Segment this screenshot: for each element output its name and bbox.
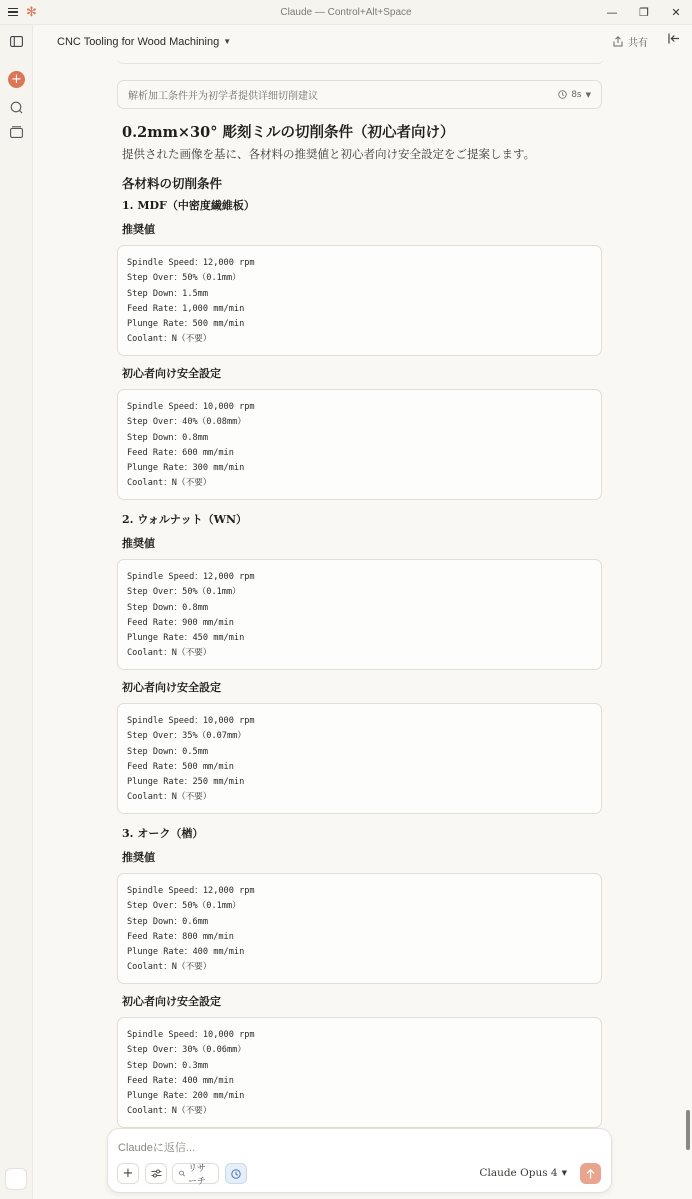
safe-settings-label: 初心者向け安全設定	[122, 681, 221, 694]
plus-icon: +	[122, 1166, 134, 1181]
setting-line: Feed Rate：1,000 mm/min	[127, 303, 245, 314]
conversation-header	[33, 25, 692, 58]
conversation-title: CNC Tooling for Wood Machining	[57, 35, 220, 48]
scrollbar-thumb[interactable]	[686, 1110, 690, 1150]
setting-line: Step Down：0.8mm	[127, 602, 209, 613]
share-label: 共有	[628, 38, 648, 49]
section-heading: 各材料の切削条件	[122, 176, 223, 191]
setting-line: Spindle Speed：10,000 rpm	[127, 402, 255, 412]
setting-line: Feed Rate：600 mm/min	[127, 447, 234, 458]
extended-thinking-button[interactable]	[225, 1163, 247, 1184]
sidebar	[0, 25, 33, 1199]
research-button[interactable]	[172, 1163, 219, 1187]
safe-settings-label: 初心者向け安全設定	[122, 367, 221, 380]
chats-icon[interactable]	[8, 99, 25, 116]
thinking-summary: 解析加工条件并为初学者提供详细切削建议	[128, 91, 318, 102]
add-attachment-button[interactable]	[117, 1163, 139, 1184]
setting-line: Step Down：0.3mm	[127, 1060, 209, 1071]
setting-line: Step Over：40%（0.08mm）	[127, 417, 246, 428]
sidebar-toggle-icon[interactable]	[8, 33, 25, 50]
reply-input[interactable]: Claudeに返信...	[118, 1142, 196, 1154]
setting-line: Feed Rate：400 mm/min	[127, 1075, 234, 1086]
setting-line: Plunge Rate：200 mm/min	[127, 1091, 245, 1102]
thinking-duration: 8s	[571, 89, 582, 100]
setting-line: Step Over：35%（0.07mm）	[127, 731, 246, 742]
setting-line: Coolant：N（不要）	[127, 334, 212, 345]
previous-message-edge	[117, 58, 604, 64]
setting-line: Plunge Rate：250 mm/min	[127, 777, 245, 788]
send-button[interactable]	[580, 1163, 601, 1184]
setting-line: Spindle Speed：12,000 rpm	[127, 258, 255, 268]
recommended-label: 推奨値	[122, 223, 155, 236]
setting-line: Spindle Speed：12,000 rpm	[127, 886, 255, 896]
setting-line: Step Over：50%（0.1mm）	[127, 587, 241, 598]
conversation-content[interactable]	[33, 58, 692, 1199]
article-intro: 提供された画像を基に、各材料の推奨値と初心者向け安全設定をご提案します。	[122, 147, 536, 161]
setting-line: Step Over：50%（0.1mm）	[127, 901, 241, 912]
setting-line: Step Down：0.8mm	[127, 432, 209, 443]
material-heading: 1. MDF（中密度繊維板）	[122, 199, 255, 212]
model-label: Claude Opus 4	[479, 1167, 558, 1179]
collapse-panel-icon[interactable]	[668, 33, 680, 47]
chevron-down-icon: ▼	[223, 37, 232, 46]
projects-icon[interactable]	[8, 123, 25, 140]
new-chat-button[interactable]: +	[8, 71, 25, 88]
claude-logo-icon: ✻	[26, 4, 37, 20]
setting-line: Coolant：N（不要）	[127, 648, 212, 659]
recommended-label: 推奨値	[122, 537, 155, 550]
setting-line: Feed Rate：800 mm/min	[127, 931, 234, 942]
article-title: 0.2mm×30° 彫刻ミルの切削条件（初心者向け）	[122, 124, 455, 141]
setting-line: Step Over：50%（0.1mm）	[127, 273, 241, 284]
chevron-down-icon: ▼	[561, 1169, 567, 1177]
title-bar	[0, 0, 692, 25]
tools-button[interactable]	[145, 1163, 167, 1184]
share-icon	[613, 36, 623, 47]
material-heading: 3. オーク（楢）	[122, 827, 204, 840]
safe-settings-block	[117, 703, 602, 814]
setting-line: Coolant：N（不要）	[127, 478, 212, 489]
setting-line: Plunge Rate：500 mm/min	[127, 319, 245, 330]
setting-line: Coolant：N（不要）	[127, 962, 212, 973]
setting-line: Step Over：30%（0.06mm）	[127, 1045, 246, 1056]
setting-line: Plunge Rate：300 mm/min	[127, 463, 245, 474]
safe-settings-label: 初心者向け安全設定	[122, 995, 221, 1008]
share-button[interactable]	[613, 34, 648, 49]
setting-line: Step Down：1.5mm	[127, 288, 209, 299]
recommended-settings-block	[117, 873, 602, 984]
setting-line: Coolant：N（不要）	[127, 1106, 212, 1117]
safe-settings-block	[117, 389, 602, 500]
arrow-up-icon	[586, 1169, 595, 1179]
close-icon[interactable]: ✕	[671, 5, 681, 19]
recommended-settings-block	[117, 245, 602, 356]
research-label: リサーチ	[188, 1163, 207, 1187]
thinking-summary-toggle[interactable]	[117, 80, 602, 109]
setting-line: Feed Rate：900 mm/min	[127, 617, 234, 628]
setting-line: Plunge Rate：450 mm/min	[127, 633, 245, 644]
setting-line: Spindle Speed：12,000 rpm	[127, 572, 255, 582]
setting-line: Feed Rate：500 mm/min	[127, 761, 234, 772]
setting-line: Plunge Rate：400 mm/min	[127, 947, 245, 958]
sliders-icon	[151, 1169, 162, 1178]
minimize-icon[interactable]: —	[606, 5, 618, 19]
setting-line: Spindle Speed：10,000 rpm	[127, 716, 255, 726]
model-selector[interactable]	[479, 1167, 567, 1179]
setting-line: Coolant：N（不要）	[127, 792, 212, 803]
window-title: Claude — Control+Alt+Space	[280, 6, 412, 18]
restore-icon[interactable]: ❐	[639, 5, 649, 19]
menu-icon[interactable]	[8, 8, 18, 16]
search-icon	[179, 1169, 185, 1178]
message-composer[interactable]	[107, 1128, 612, 1193]
chevron-down-icon: ▼	[585, 90, 591, 99]
recommended-settings-block	[117, 559, 602, 670]
recommended-label: 推奨値	[122, 851, 155, 864]
avatar[interactable]	[5, 1168, 27, 1190]
setting-line: Spindle Speed：10,000 rpm	[127, 1030, 255, 1040]
material-heading: 2. ウォルナット（WN）	[122, 513, 248, 526]
setting-line: Step Down：0.6mm	[127, 916, 209, 927]
clock-icon	[231, 1169, 241, 1179]
setting-line: Step Down：0.5mm	[127, 746, 209, 757]
conversation-title-menu[interactable]	[57, 36, 231, 48]
timer-icon	[558, 90, 567, 99]
safe-settings-block	[117, 1017, 602, 1128]
